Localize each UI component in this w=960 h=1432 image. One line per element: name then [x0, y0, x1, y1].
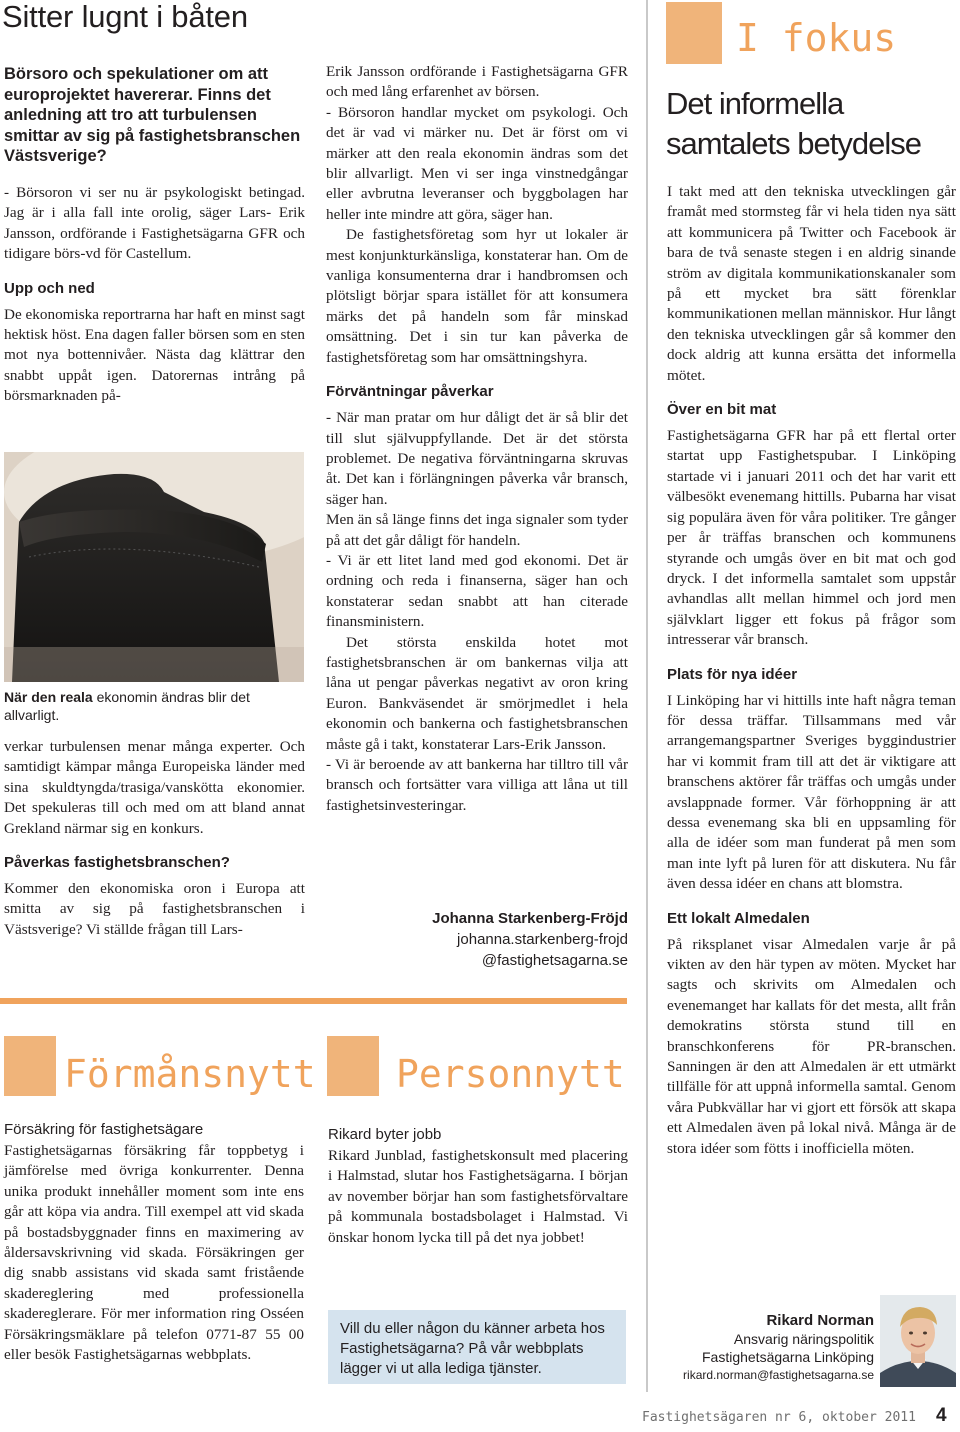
personnytt-header: Personnytt [396, 1052, 625, 1096]
formansnytt-subhead: Försäkring för fastighetsägare [4, 1121, 204, 1138]
paragraph: På riksplanet visar Almedalen varje år på vikten av den här typen av möten. Mycket har sagts och skrivits om Almedalen och evenemanget har kallats för det mesta, allt från demokratins största stund till en branschkonferens för PR-branschen. Sanningen är den att Almedalen är ett utmärkt tillfälle för att uppnå informella samtal. Genom våra Pubkvällar har vi gjort ett försök att skapa ett Almedalen även på lokal nivå. Många är de stora idéer som fötts i inofficiella möten. [667, 935, 956, 1157]
paragraph: De fastighetsföretag som hyr ut lokaler är mest konjunkturkänsliga, konstaterar han. Om de vanliga konsumenterna drar i handbromsen och plötsligt börjar spara istället för att konsumera märks det på handeln som får minskad omsättning. Det i sin tur kan påverka de fastighetsföretag som har omsättningshyra. [326, 226, 628, 366]
article-lead: Börsoro och spekulationer om att europrojektet havererar. Finns det anledning att tro att turbulensen smittar av sig på fastighetsbranschen Västsverige? [4, 65, 301, 165]
article-title: Sitter lugnt i båten [2, 0, 248, 34]
subhead-upp-och-ned: Upp och ned [4, 279, 95, 297]
job-callout: Vill du eller någon du känner arbeta hos Fastighetsägarna? På vår webbplats lägger vi ut alla lediga tjänster. [328, 1310, 626, 1384]
personnytt-marker [327, 1036, 379, 1096]
left-body-bottom [4, 737, 305, 940]
portrait-image [880, 1295, 956, 1387]
paragraph: - Börsoron vi ser nu är psykologiskt betingad. Jag är i alla fall inte orolig, säger Lars- Erik Jansson, ordförande i Fastighetsägarna GFR och tidigare börs-vd för Castellum. [4, 184, 305, 263]
sig-email: rikard.norman@fastighetsagarna.se [683, 1368, 874, 1382]
portrait-photo [880, 1295, 956, 1387]
sig-name: Rikard Norman [766, 1312, 874, 1329]
wallet-photo-image [4, 452, 304, 682]
subhead-ett-lokalt-almedalen: Ett lokalt Almedalen [667, 909, 810, 927]
caption-text: ekonomin ändras blir det allvarligt. [4, 689, 250, 723]
wallet-photo [4, 452, 304, 682]
author-signature [326, 908, 628, 971]
i-fokus-signature [666, 1312, 874, 1384]
formansnytt-marker [4, 1036, 56, 1096]
photo-caption [4, 688, 304, 724]
caption-bold: När den reala [4, 689, 93, 705]
paragraph: Det största enskilda hotet mot fastighetsbranschen är om bankernas vilja att låna ut pengar påverkas negativt av oron kring Euron. Bankväsendet är smörjmedlet i hela ekonomin och bankerna och fastighetsbranschen måste gå i takt, konstaterar Lars-Erik Jansson. [326, 633, 628, 753]
paragraph: Men än så länge finns det inga signaler som tyder på att det går dåligt för handeln. [326, 511, 628, 549]
personnytt-subhead: Rikard byter jobb [328, 1126, 442, 1143]
i-fokus-marker [666, 2, 722, 64]
paragraph: - När man pratar om hur dåligt det är så blir det till slut självuppfyllande. Det är det största problemet. De negativa förväntningarna skruvas åt. Det kan i förlängningen påverka vår bransch, säger han. [326, 409, 628, 508]
paragraph: - Vi är ett litet land med god ekonomi. Det är ordning och reda i finanserna, säger han och konstaterar sedan snabbt att han citerade finansministern. [326, 551, 628, 631]
column-divider [646, 0, 648, 1392]
author-email-line2: @fastighetsagarna.se [481, 952, 628, 969]
paragraph: Erik Jansson ordförande i Fastighetsägarna GFR och med lång erfarenhet av börsen. [326, 63, 628, 101]
left-body-top [4, 183, 305, 407]
sig-org: Fastighetsägarna Linköping [701, 1349, 874, 1365]
section-divider [0, 998, 627, 1004]
paragraph: De ekonomiska reportrarna har haft en minst sagt hektisk höst. Ena dagen faller börsen som en sten mot nya bottennivåer. Nästa dag klättrar den snabbt uppåt igen. Datorernas intrång på börsmarknaden på- [4, 305, 305, 405]
footer-publication: Fastighetsägaren nr 6, oktober 2011 [642, 1410, 916, 1425]
paragraph: - Börsoron handlar mycket om psykologi. Och det är vad vi märker nu. Det är först om vi märker att den reala ekonomin ändras som det blir allvarligt. Men vi ser inga vinstnedgångar eller avbrutna leveranser och byggbolagen har heller inte mindre att göra, säger han. [326, 103, 628, 223]
paragraph: Fastighetsägarna GFR har på ett flertal orter startat upp Fastighetspubar. I Linköping startade vi i januari 2011 och det har varit ett välbesökt evenemang hittills. Pubarna har visat sig populära även för våra politiker. Tre gånger per år träffas branschen och kommunens styrande och umgås över en bit mat och god dryck. I det informella samtalet som uppstår avhandlas allt mellan himmel och jord men självklart ligger ett fokus på frågor som intresserar vår bransch. [667, 427, 956, 649]
paragraph: - Vi är beroende av att bankerna har tilltro till vår bransch och fortsätter vara villiga att låna ut till fastighetsinvesteringar. [326, 756, 628, 814]
subhead-over-en-bit-mat: Över en bit mat [667, 401, 777, 419]
personnytt-body: Rikard Junblad, fastighetskonsult med placering i Halmstad, slutar hos Fastighetsägarna. I början av november börjar han som fastighetsförvaltare på kommunala bostadsbolaget i Halmstad. Vi önskar honom lycka till på det nya jobbet! [328, 1147, 628, 1246]
paragraph: I Linköping har vi hittills inte haft några teman för dessa träffar. Tillsammans med vår arrangemangspartner Sveriges byggindustrier har vi kommit fram till att det är viktigare att branschens aktörer får träffas och umgås under avslappnade former. Vår förhoppning är att dessa evenemang ska bli en uppsamling för alla de idéer som man funderat på men som man inte lyft på luren för att diskutera. Nu får även dessa idéer en chans att blomstra. [667, 691, 956, 893]
subhead-forvantningar: Förväntningar påverkar [326, 383, 494, 401]
paragraph: I takt med att den tekniska utvecklingen går framåt med stormsteg får vi hela tiden nya sätt att kommunicera på Twitter och Facebook är bara de två senaste stegen i en aldrig sinande ström av digitala kommunikationskanaler som på ett mycket bra sätt förenklar kommunikationen mellan människor. Hur långt den tekniska utvecklingen går så kommer den dock aldrig att kunna ersätta det informella mötet. [667, 183, 956, 384]
author-email-line1: johanna.starkenberg-frojd [457, 931, 628, 948]
author-name: Johanna Starkenberg-Fröjd [432, 910, 628, 927]
subhead-paverkas: Påverkas fastighetsbranschen? [4, 854, 230, 872]
middle-body [326, 62, 628, 816]
i-fokus-body [667, 182, 956, 1159]
i-fokus-header: I fokus [736, 16, 897, 60]
i-fokus-title: Det informella samtalets betydelse [666, 86, 921, 161]
paragraph: Kommer den ekonomiska oron i Europa att smitta av sig på fastighetsbranschen i Västsverige? Vi ställde frågan till Lars- [4, 880, 305, 938]
formansnytt-header: Förmånsnytt [64, 1052, 316, 1096]
formansnytt-body: Fastighetsägarnas försäkring får toppbetyg i jämförelse med övriga konkurrenter. Denna unika produkt innehåller moment som inte ens går att köpa via andra. Till exempel att vid skada på bostadsbyggnader finns en maximering av åldersavskrivning vid skada. Försäkringen ger dig snabb assistans vid skada samt fristående skadereglering med professionella skadereglerare. För mer information ring Osséen Försäkringsmäklare på telefon 0771-87 55 00 eller besök Fastighetsägarnas webbplats. [4, 1142, 304, 1364]
page-number: 4 [936, 1405, 947, 1426]
subhead-plats-for-nya-ideer: Plats för nya idéer [667, 665, 798, 683]
sig-role: Ansvarig näringspolitik [733, 1331, 874, 1347]
paragraph: verkar turbulensen menar många experter. Och samtidigt kämpar många Europeiska länder med sina skuldtyngda/trasiga/vanskötta ekonomier. Det spekuleras till och med om att bland annat Grekland närmar sig en konkurs. [4, 738, 305, 837]
